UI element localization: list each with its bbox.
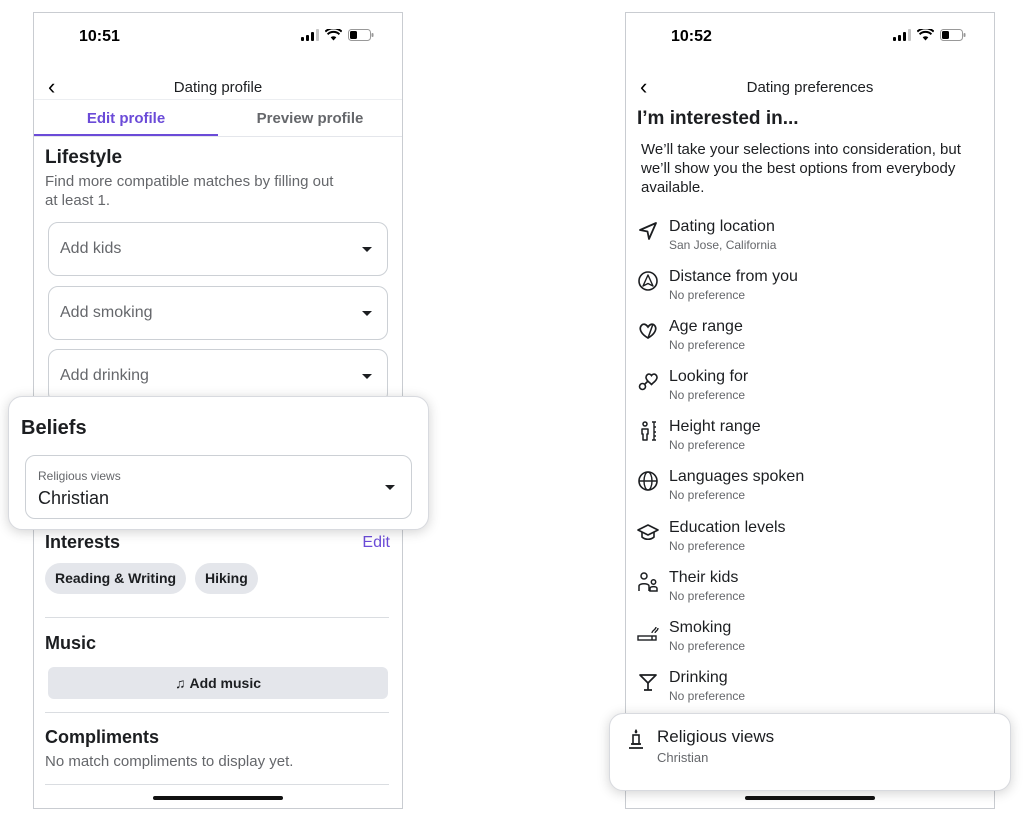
height-icon [637,420,659,442]
distance-icon [637,270,659,292]
candle-icon [626,728,646,750]
pref-value: No preference [669,589,746,603]
drinking-dropdown[interactable] [48,349,388,403]
beliefs-title: Beliefs [21,417,87,439]
lifestyle-subtitle: Find more compatible matches by filling out at least 1. [45,173,334,209]
pref-education[interactable] [637,519,977,565]
lifestyle-title: Lifestyle [45,147,123,168]
divider [45,617,389,618]
pref-drinking[interactable] [637,669,977,715]
dating-preferences-screen [625,12,995,809]
pref-title: Their kids [669,569,739,586]
graduation-cap-icon [637,521,659,543]
pref-title: Smoking [669,619,732,636]
pref-looking-for[interactable] [637,368,977,414]
pref-languages[interactable] [637,468,977,514]
wifi-icon [325,29,342,41]
pref-title: Languages spoken [669,468,805,485]
interests-title: Interests [45,532,121,552]
hearts-icon [637,370,659,392]
status-bar [34,13,402,61]
pref-value: San Jose, California [669,238,777,252]
pref-value: No preference [669,488,746,502]
compliments-subtitle: No match compliments to display yet. [45,753,294,770]
page-title: Dating profile [173,79,263,96]
beliefs-card [8,396,429,530]
wifi-icon [917,29,934,41]
tab-preview-profile[interactable]: Preview profile [256,110,364,127]
page-title: Dating preferences [746,79,874,96]
caret-down-icon [362,374,372,379]
music-note-icon: ♫ [174,675,186,691]
religious-views-label: Religious views [38,469,121,483]
smoking-dropdown[interactable] [48,286,388,340]
pref-title: Dating location [669,218,775,235]
interest-chip[interactable]: Reading & Writing [45,563,186,594]
divider [45,784,389,785]
pref-value: No preference [669,438,746,452]
cellular-signal-icon [301,29,319,41]
religious-views-value: Christian [657,750,709,765]
caret-down-icon [362,311,372,316]
pref-title: Age range [669,318,743,335]
smoking-dropdown-label: Add smoking [60,304,153,321]
status-time: 10:51 [79,28,120,45]
pref-distance[interactable] [637,268,977,314]
pref-height-range[interactable] [637,418,977,464]
battery-icon [940,29,966,41]
religious-views-value: Christian [38,488,110,508]
pref-age-range[interactable] [637,318,977,364]
drinking-dropdown-label: Add drinking [60,367,149,384]
status-bar [626,13,994,61]
profile-tabs [34,99,402,137]
compliments-title: Compliments [45,727,160,747]
tab-edit-profile[interactable]: Edit profile [34,100,218,136]
interest-chip[interactable]: Hiking [195,563,258,594]
religious-views-title: Religious views [657,727,775,746]
interests-edit-link[interactable]: Edit [362,534,390,551]
location-arrow-icon [637,220,659,242]
pref-smoking[interactable] [637,619,977,665]
home-indicator [745,796,875,800]
add-music-button[interactable] [48,667,388,699]
pref-title: Distance from you [669,268,798,285]
status-time: 10:52 [671,28,712,45]
interested-description: We’ll take your selections into consideration, but we’ll show you the best options from everybody available. [641,141,961,196]
kids-dropdown[interactable] [48,222,388,276]
pref-title: Drinking [669,669,728,686]
pref-their-kids[interactable] [637,569,977,615]
back-chevron-icon[interactable]: ‹ [48,74,56,99]
pref-value: No preference [669,338,746,352]
pref-title: Height range [669,418,761,435]
pref-value: No preference [669,539,746,553]
divider [45,712,389,713]
pref-value: No preference [669,388,746,402]
caret-down-icon [385,485,395,490]
pref-dating-location[interactable] [637,218,977,264]
leaf-heart-icon [637,320,659,342]
home-indicator [153,796,283,800]
pref-title: Looking for [669,368,749,385]
nav-bar [626,65,994,109]
battery-icon [348,29,374,41]
cellular-signal-icon [893,29,911,41]
globe-icon [637,470,659,492]
music-title: Music [45,633,97,653]
kids-dropdown-label: Add kids [60,240,122,257]
cocktail-icon [637,671,659,693]
interested-heading: I’m interested in... [637,108,799,129]
kids-icon [637,571,659,593]
caret-down-icon [362,247,372,252]
religious-views-dropdown[interactable] [25,455,412,519]
pref-value: No preference [669,639,746,653]
pref-title: Education levels [669,519,786,536]
cigarette-icon [637,621,659,643]
add-music-label: Add music [189,675,262,691]
back-chevron-icon[interactable]: ‹ [640,74,648,99]
religious-views-card[interactable] [609,713,1011,791]
pref-value: No preference [669,288,746,302]
pref-value: No preference [669,689,746,703]
